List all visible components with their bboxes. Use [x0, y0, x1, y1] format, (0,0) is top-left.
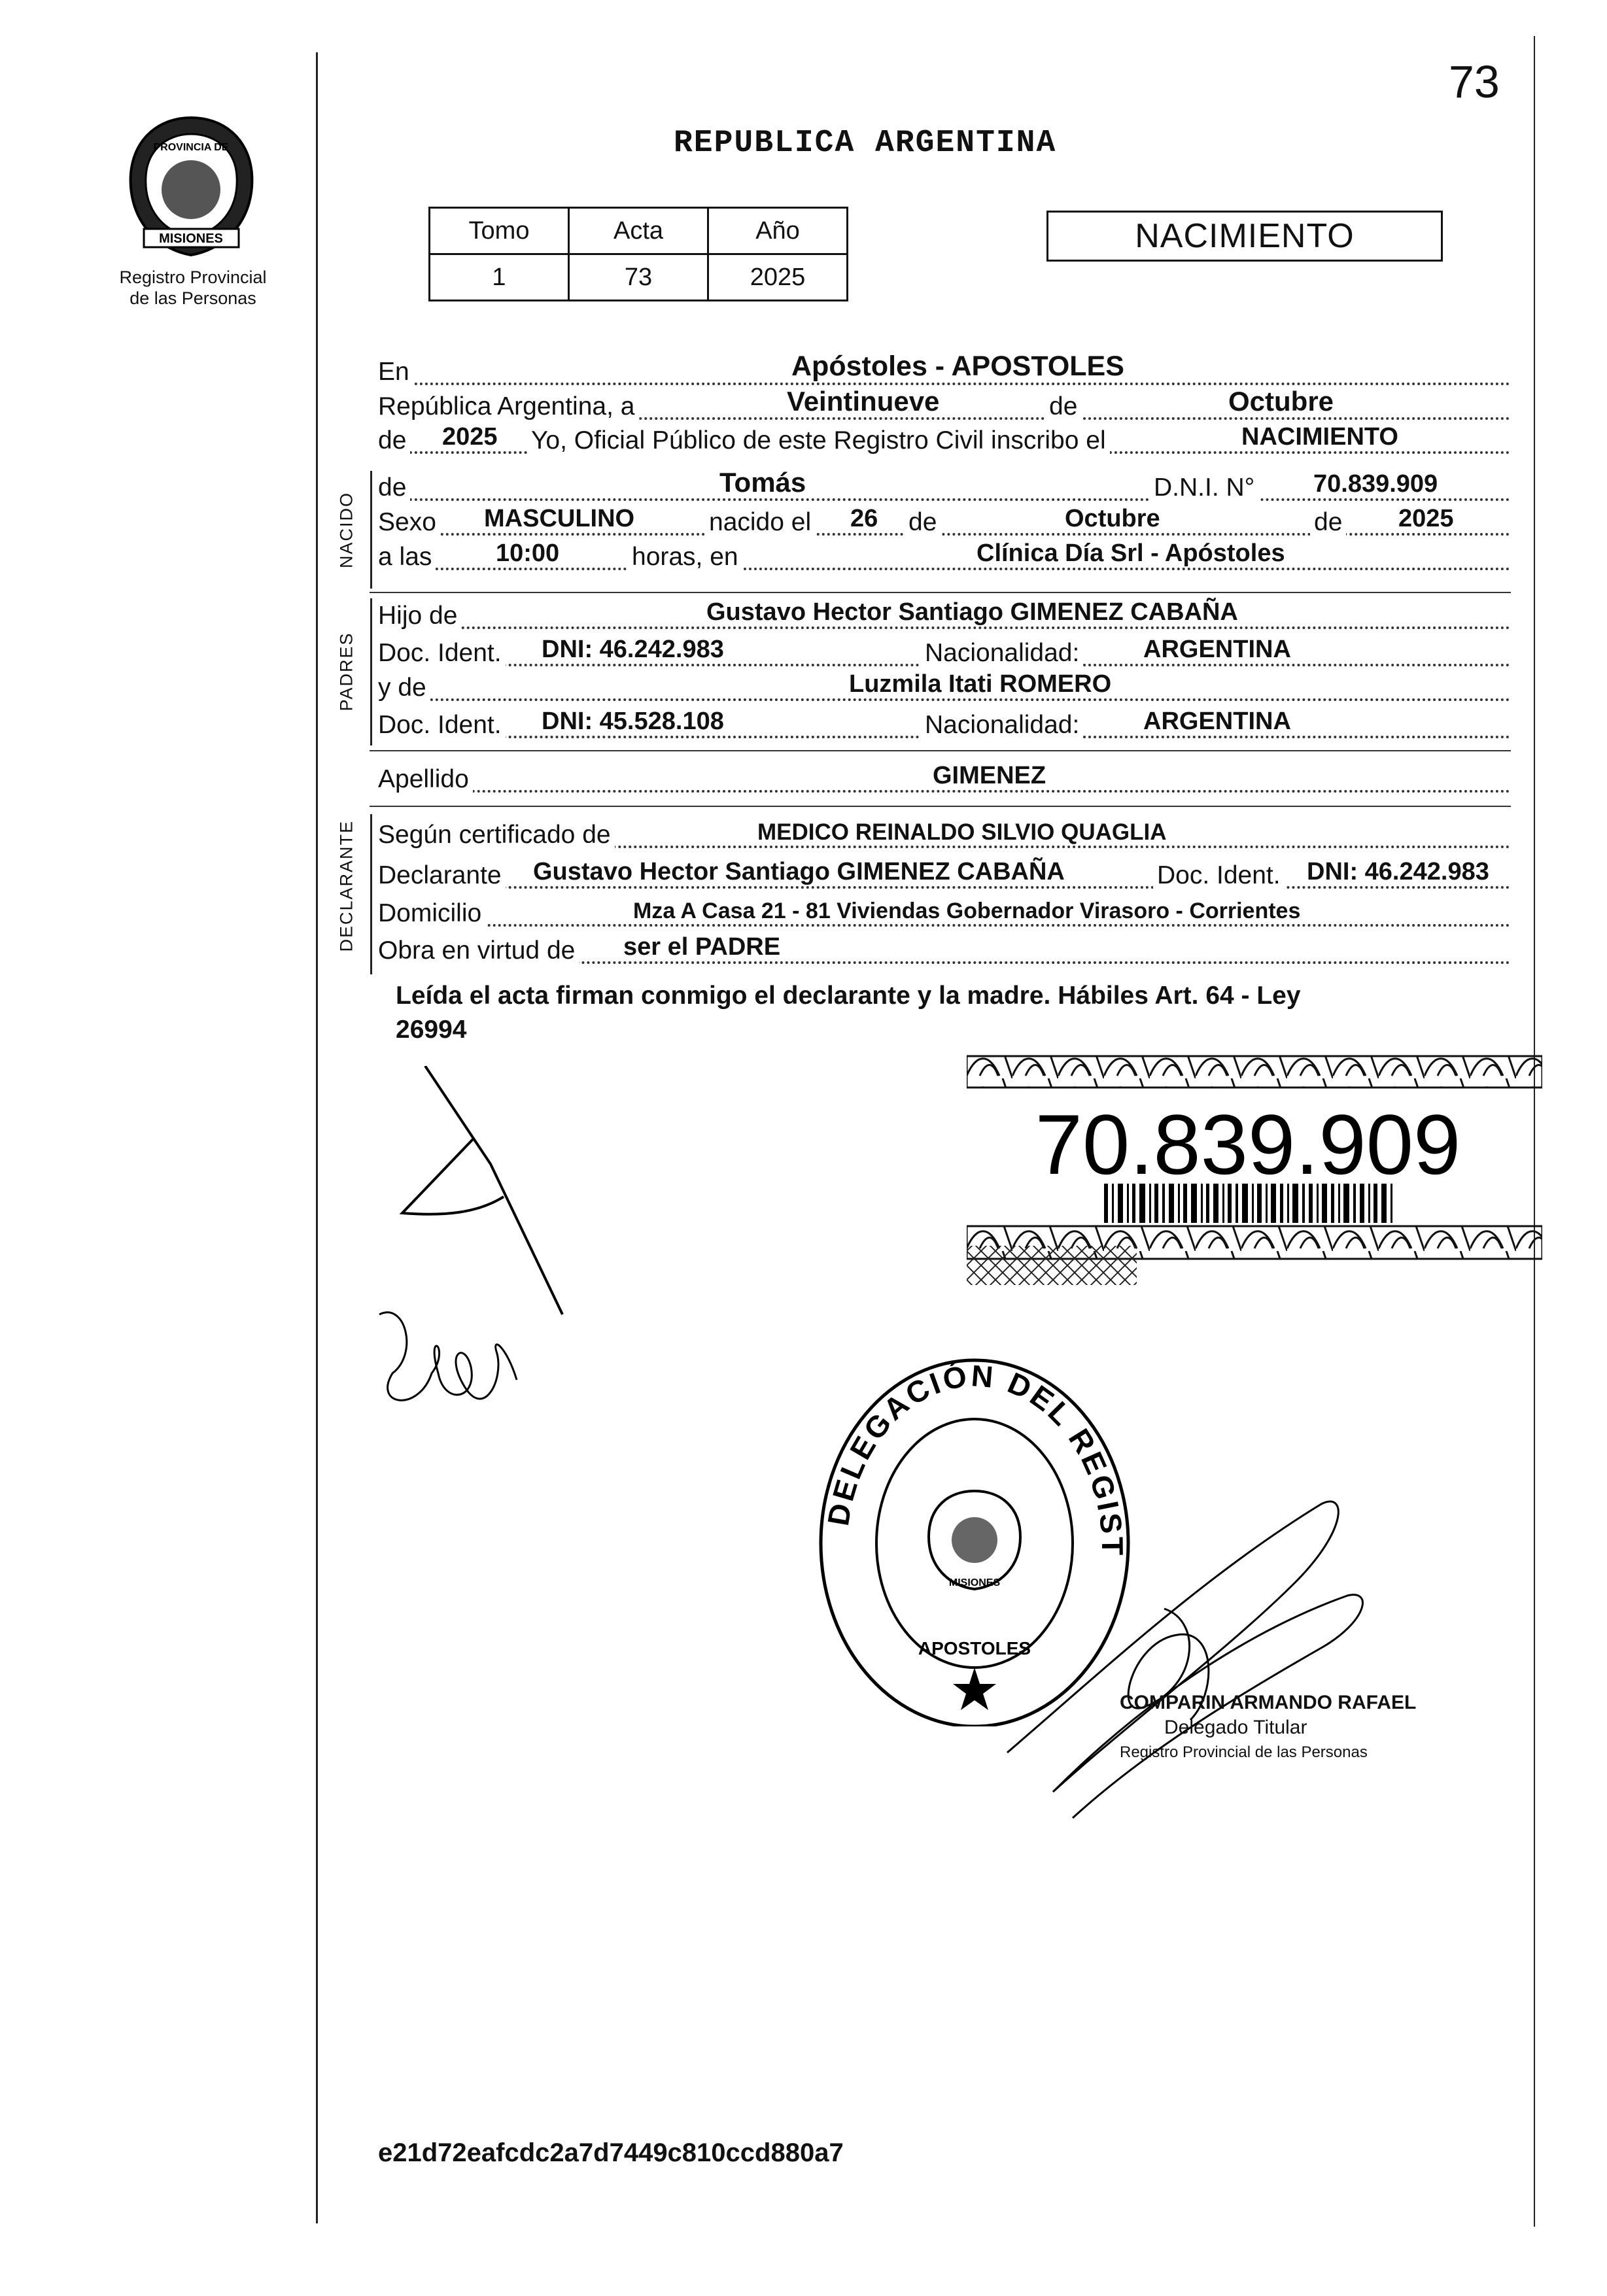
record-header-anio: Año	[708, 208, 848, 254]
certificado-value: MEDICO REINALDO SILVIO QUAGLIA	[757, 819, 1167, 845]
birth-time: 10:00	[496, 540, 560, 567]
seal-emblem-text: MISIONES	[948, 1577, 1001, 1588]
nacido-divider	[370, 592, 1511, 593]
nacido-de-label: de	[374, 473, 410, 502]
padres-label: PADRES	[336, 632, 356, 711]
birth-de-year-label: de	[1310, 508, 1346, 537]
record-value-acta: 73	[569, 254, 708, 301]
y-de-label: y de	[374, 674, 430, 702]
act-kind: NACIMIENTO	[1241, 423, 1398, 451]
record-value-tomo: 1	[430, 254, 569, 301]
seal-bottom-text: APOSTOLES	[918, 1638, 1031, 1658]
dni-label: D.N.I. N°	[1150, 473, 1258, 502]
certificado-label: Según certificado de	[374, 821, 615, 849]
official-name: COMPARIN ARMANDO RAFAEL	[1120, 1692, 1417, 1713]
horas-en-label: horas, en	[628, 543, 742, 572]
birth-de-label: de	[905, 508, 941, 537]
de-label-1: de	[1045, 392, 1081, 421]
apellido-label: Apellido	[374, 765, 473, 794]
doc-type-box	[1046, 211, 1443, 262]
padres-divider	[370, 750, 1511, 751]
domicilio-label: Domicilio	[374, 899, 485, 928]
father-name: Gustavo Hector Santiago GIMENEZ CABAÑA	[706, 598, 1238, 626]
doc-type: NACIMIENTO	[1135, 217, 1355, 255]
obra-label: Obra en virtud de	[374, 936, 579, 965]
row-father-doc	[378, 638, 1510, 672]
seal-ring-text: DELEGACIÓN DEL REGIST	[820, 1358, 1130, 1558]
nacido-bracket	[370, 471, 372, 589]
official-signature	[981, 1478, 1387, 1844]
row-declarante	[378, 860, 1510, 894]
child-sex: MASCULINO	[484, 505, 635, 532]
declarante-name-label: Declarante	[374, 861, 506, 890]
record-header-tomo: Tomo	[430, 208, 569, 254]
row-certificado	[378, 819, 1510, 853]
father-doc-label: Doc. Ident.	[374, 639, 506, 668]
emblem-bottom-text: MISIONES	[159, 231, 223, 246]
oficial-text: Yo, Oficial Público de este Registro Civil inscribo el	[527, 426, 1110, 455]
declarante-bracket	[370, 814, 372, 974]
father-nationality-label: Nacionalidad:	[921, 639, 1083, 668]
registry-name-line1: Registro Provincial	[119, 267, 267, 287]
day-words: Veintinueve	[787, 386, 940, 417]
row-republica	[378, 386, 1510, 425]
record-header-acta: Acta	[569, 208, 708, 254]
row-en	[378, 351, 1510, 390]
obra-value: ser el PADRE	[623, 933, 781, 961]
official-org: Registro Provincial de las Personas	[1120, 1743, 1368, 1761]
barcode-sticker	[967, 1050, 1542, 1285]
year-value: 2025	[442, 423, 498, 451]
closing-line1: Leída el acta firman conmigo el declarante y la madre. Hábiles Art. 64 - Ley	[396, 982, 1301, 1010]
declarante-label: DECLARANTE	[336, 819, 356, 952]
row-sexo	[378, 507, 1510, 541]
declarante-signature	[366, 1066, 582, 1471]
row-domicilio	[378, 898, 1510, 932]
declarante-doc: DNI: 46.242.983	[1307, 858, 1489, 885]
record-table	[428, 207, 848, 301]
padres-bracket	[370, 598, 372, 745]
nacido-el-label: nacido el	[705, 508, 815, 537]
domicilio-value: Mza A Casa 21 - 81 Viviendas Gobernador Virasoro - Corrientes	[633, 899, 1301, 923]
emblem-top-text: PROVINCIA DE	[153, 142, 229, 153]
declarante-name: Gustavo Hector Santiago GIMENEZ CABAÑA	[533, 858, 1065, 885]
republica-label: República Argentina, a	[374, 392, 638, 421]
closing-statement	[396, 979, 1301, 1047]
mother-name: Luzmila Itati ROMERO	[849, 670, 1112, 698]
month-value: Octubre	[1228, 386, 1334, 417]
place-value: Apóstoles - APOSTOLES	[791, 351, 1124, 382]
declarante-doc-label: Doc. Ident.	[1153, 861, 1285, 890]
mother-doc-label: Doc. Ident.	[374, 711, 506, 740]
nacido-label: NACIDO	[336, 492, 356, 569]
mother-nationality-label: Nacionalidad:	[921, 711, 1083, 740]
row-oficial	[378, 425, 1510, 459]
country-title: REPUBLICA ARGENTINA	[674, 126, 1057, 161]
row-nacido-name	[378, 467, 1510, 506]
hijo-de-label: Hijo de	[374, 602, 461, 630]
footer-hash: e21d72eafcdc2a7d7449c810ccd880a7	[378, 2138, 844, 2167]
birth-year: 2025	[1398, 505, 1454, 532]
mother-doc: DNI: 45.528.108	[542, 708, 724, 735]
barcode-number: 70.839.909	[1035, 1097, 1461, 1192]
record-value-anio: 2025	[708, 254, 848, 301]
child-dni: 70.839.909	[1313, 470, 1438, 498]
en-label: En	[374, 358, 413, 386]
row-y-de	[378, 672, 1510, 706]
registry-name	[98, 267, 288, 309]
closing-line2: 26994	[396, 1016, 467, 1044]
father-doc: DNI: 46.242.983	[542, 636, 724, 663]
father-nationality: ARGENTINA	[1143, 636, 1291, 663]
row-mother-doc	[378, 710, 1510, 744]
birth-place: Clínica Día Srl - Apóstoles	[976, 540, 1285, 567]
registry-name-line2: de las Personas	[130, 288, 256, 308]
a-las-label: a las	[374, 543, 436, 572]
birth-day: 26	[850, 505, 878, 532]
birth-month: Octubre	[1065, 505, 1160, 532]
official-title: Delegado Titular	[1164, 1717, 1307, 1738]
official-stamp	[1120, 1690, 1416, 1765]
page-number: 73	[1449, 56, 1500, 107]
row-hijo-de	[378, 600, 1510, 634]
child-name: Tomás	[719, 467, 806, 498]
de-label-2: de	[374, 426, 410, 455]
row-apellido	[378, 764, 1510, 798]
sexo-label: Sexo	[374, 508, 440, 537]
mother-nationality: ARGENTINA	[1143, 708, 1291, 735]
row-a-las	[378, 541, 1510, 575]
apellido-value: GIMENEZ	[933, 762, 1046, 789]
left-margin-line	[316, 52, 318, 2223]
province-emblem	[118, 111, 265, 262]
row-obra	[378, 935, 1510, 969]
apellido-divider	[370, 806, 1511, 807]
